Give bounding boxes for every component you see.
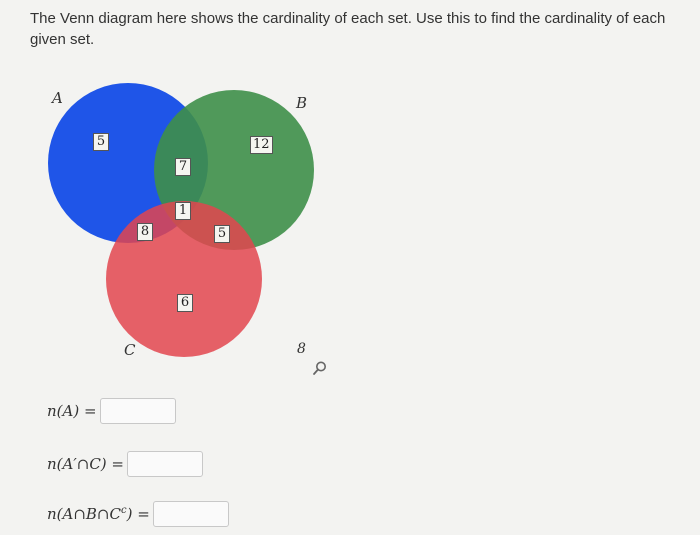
set-a-label: A xyxy=(52,89,63,107)
region-a-c-count: 8 xyxy=(137,223,153,241)
set-c-label: C xyxy=(124,341,136,359)
region-b-c-count: 5 xyxy=(214,225,230,243)
question-row-n-a-b-c-complement xyxy=(47,501,229,527)
set-c-circle xyxy=(106,201,262,357)
set-b-label: B xyxy=(296,94,308,112)
region-b-only-count: 12 xyxy=(250,136,273,154)
outside-count: 8 xyxy=(297,341,306,357)
question-row-n-a xyxy=(47,398,176,424)
question-row-n-a-complement-c xyxy=(47,451,203,477)
answer-input-n-a-complement-c[interactable] xyxy=(127,451,203,477)
zoom-icon[interactable] xyxy=(312,360,328,376)
question-label-n-a: n(A) = xyxy=(47,402,97,420)
region-a-b-c-count: 1 xyxy=(175,202,191,220)
answer-input-n-a[interactable] xyxy=(100,398,176,424)
region-c-only-count: 6 xyxy=(177,294,193,312)
question-prompt: The Venn diagram here shows the cardinality of each set. Use this to find the cardinality of each given set. xyxy=(30,10,666,48)
region-a-only-count: 5 xyxy=(93,133,109,151)
region-a-b-count: 7 xyxy=(175,158,191,176)
answer-input-n-a-b-c-complement[interactable] xyxy=(153,501,229,527)
question-label-n-a-b-c-complement: $n(A\cap B\cap C^c)$ = xyxy=(47,505,150,523)
question-label-n-a-complement-c: n(A′∩C) = xyxy=(47,455,124,473)
